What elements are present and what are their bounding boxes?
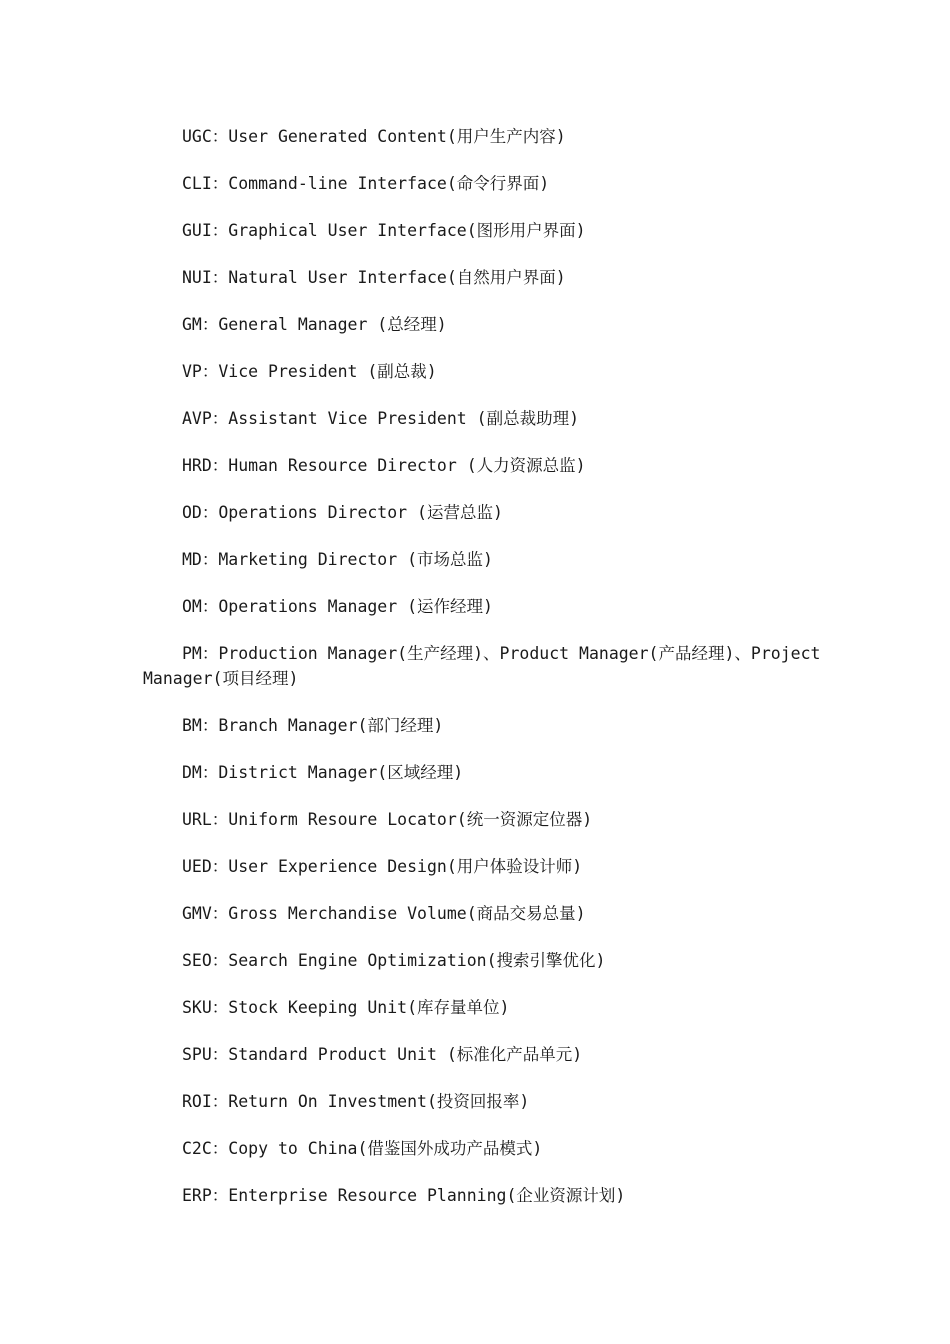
glossary-entry-cli: CLI：Command-line Interface(命令行界面)	[182, 174, 550, 193]
glossary-entry-seo: SEO：Search Engine Optimization(搜索引擎优化)	[182, 951, 606, 970]
glossary-entry-hrd: HRD：Human Resource Director (人力资源总监)	[182, 456, 586, 475]
glossary-entry-nui: NUI：Natural User Interface(自然用户界面)	[182, 268, 566, 287]
glossary-entry-pm: PM：Production Manager(生产经理)、Product Manager(产品经理)、Project Manager(项目经理)	[143, 644, 821, 688]
glossary-entry-roi: ROI：Return On Investment(投资回报率)	[182, 1092, 530, 1111]
glossary-list	[143, 124, 823, 1230]
glossary-entry-spu: SPU：Standard Product Unit (标准化产品单元)	[182, 1045, 583, 1064]
glossary-entry-ugc: UGC：User Generated Content(用户生产内容)	[182, 127, 566, 146]
glossary-entry-md: MD：Marketing Director (市场总监)	[182, 550, 493, 569]
glossary-entry-url: URL：Uniform Resoure Locator(统一资源定位器)	[182, 810, 593, 829]
glossary-entry-vp: VP：Vice President (副总裁)	[182, 362, 437, 381]
glossary-entry-bm: BM：Branch Manager(部门经理)	[182, 716, 444, 735]
glossary-entry-gui: GUI：Graphical User Interface(图形用户界面)	[182, 221, 586, 240]
glossary-entry-c2c: C2C：Copy to China(借鉴国外成功产品模式)	[182, 1139, 543, 1158]
glossary-entry-sku: SKU：Stock Keeping Unit(库存量单位)	[182, 998, 510, 1017]
glossary-entry-avp: AVP：Assistant Vice President (副总裁助理)	[182, 409, 580, 428]
glossary-entry-gm: GM：General Manager (总经理)	[182, 315, 447, 334]
glossary-entry-od: OD：Operations Director (运营总监)	[182, 503, 503, 522]
glossary-entry-ued: UED：User Experience Design(用户体验设计师)	[182, 857, 583, 876]
glossary-entry-dm: DM：District Manager(区域经理)	[182, 763, 464, 782]
glossary-entry-gmv: GMV：Gross Merchandise Volume(商品交易总量)	[182, 904, 586, 923]
glossary-entry-om: OM：Operations Manager (运作经理)	[182, 597, 493, 616]
glossary-entry-erp: ERP：Enterprise Resource Planning(企业资源计划)	[182, 1186, 626, 1205]
